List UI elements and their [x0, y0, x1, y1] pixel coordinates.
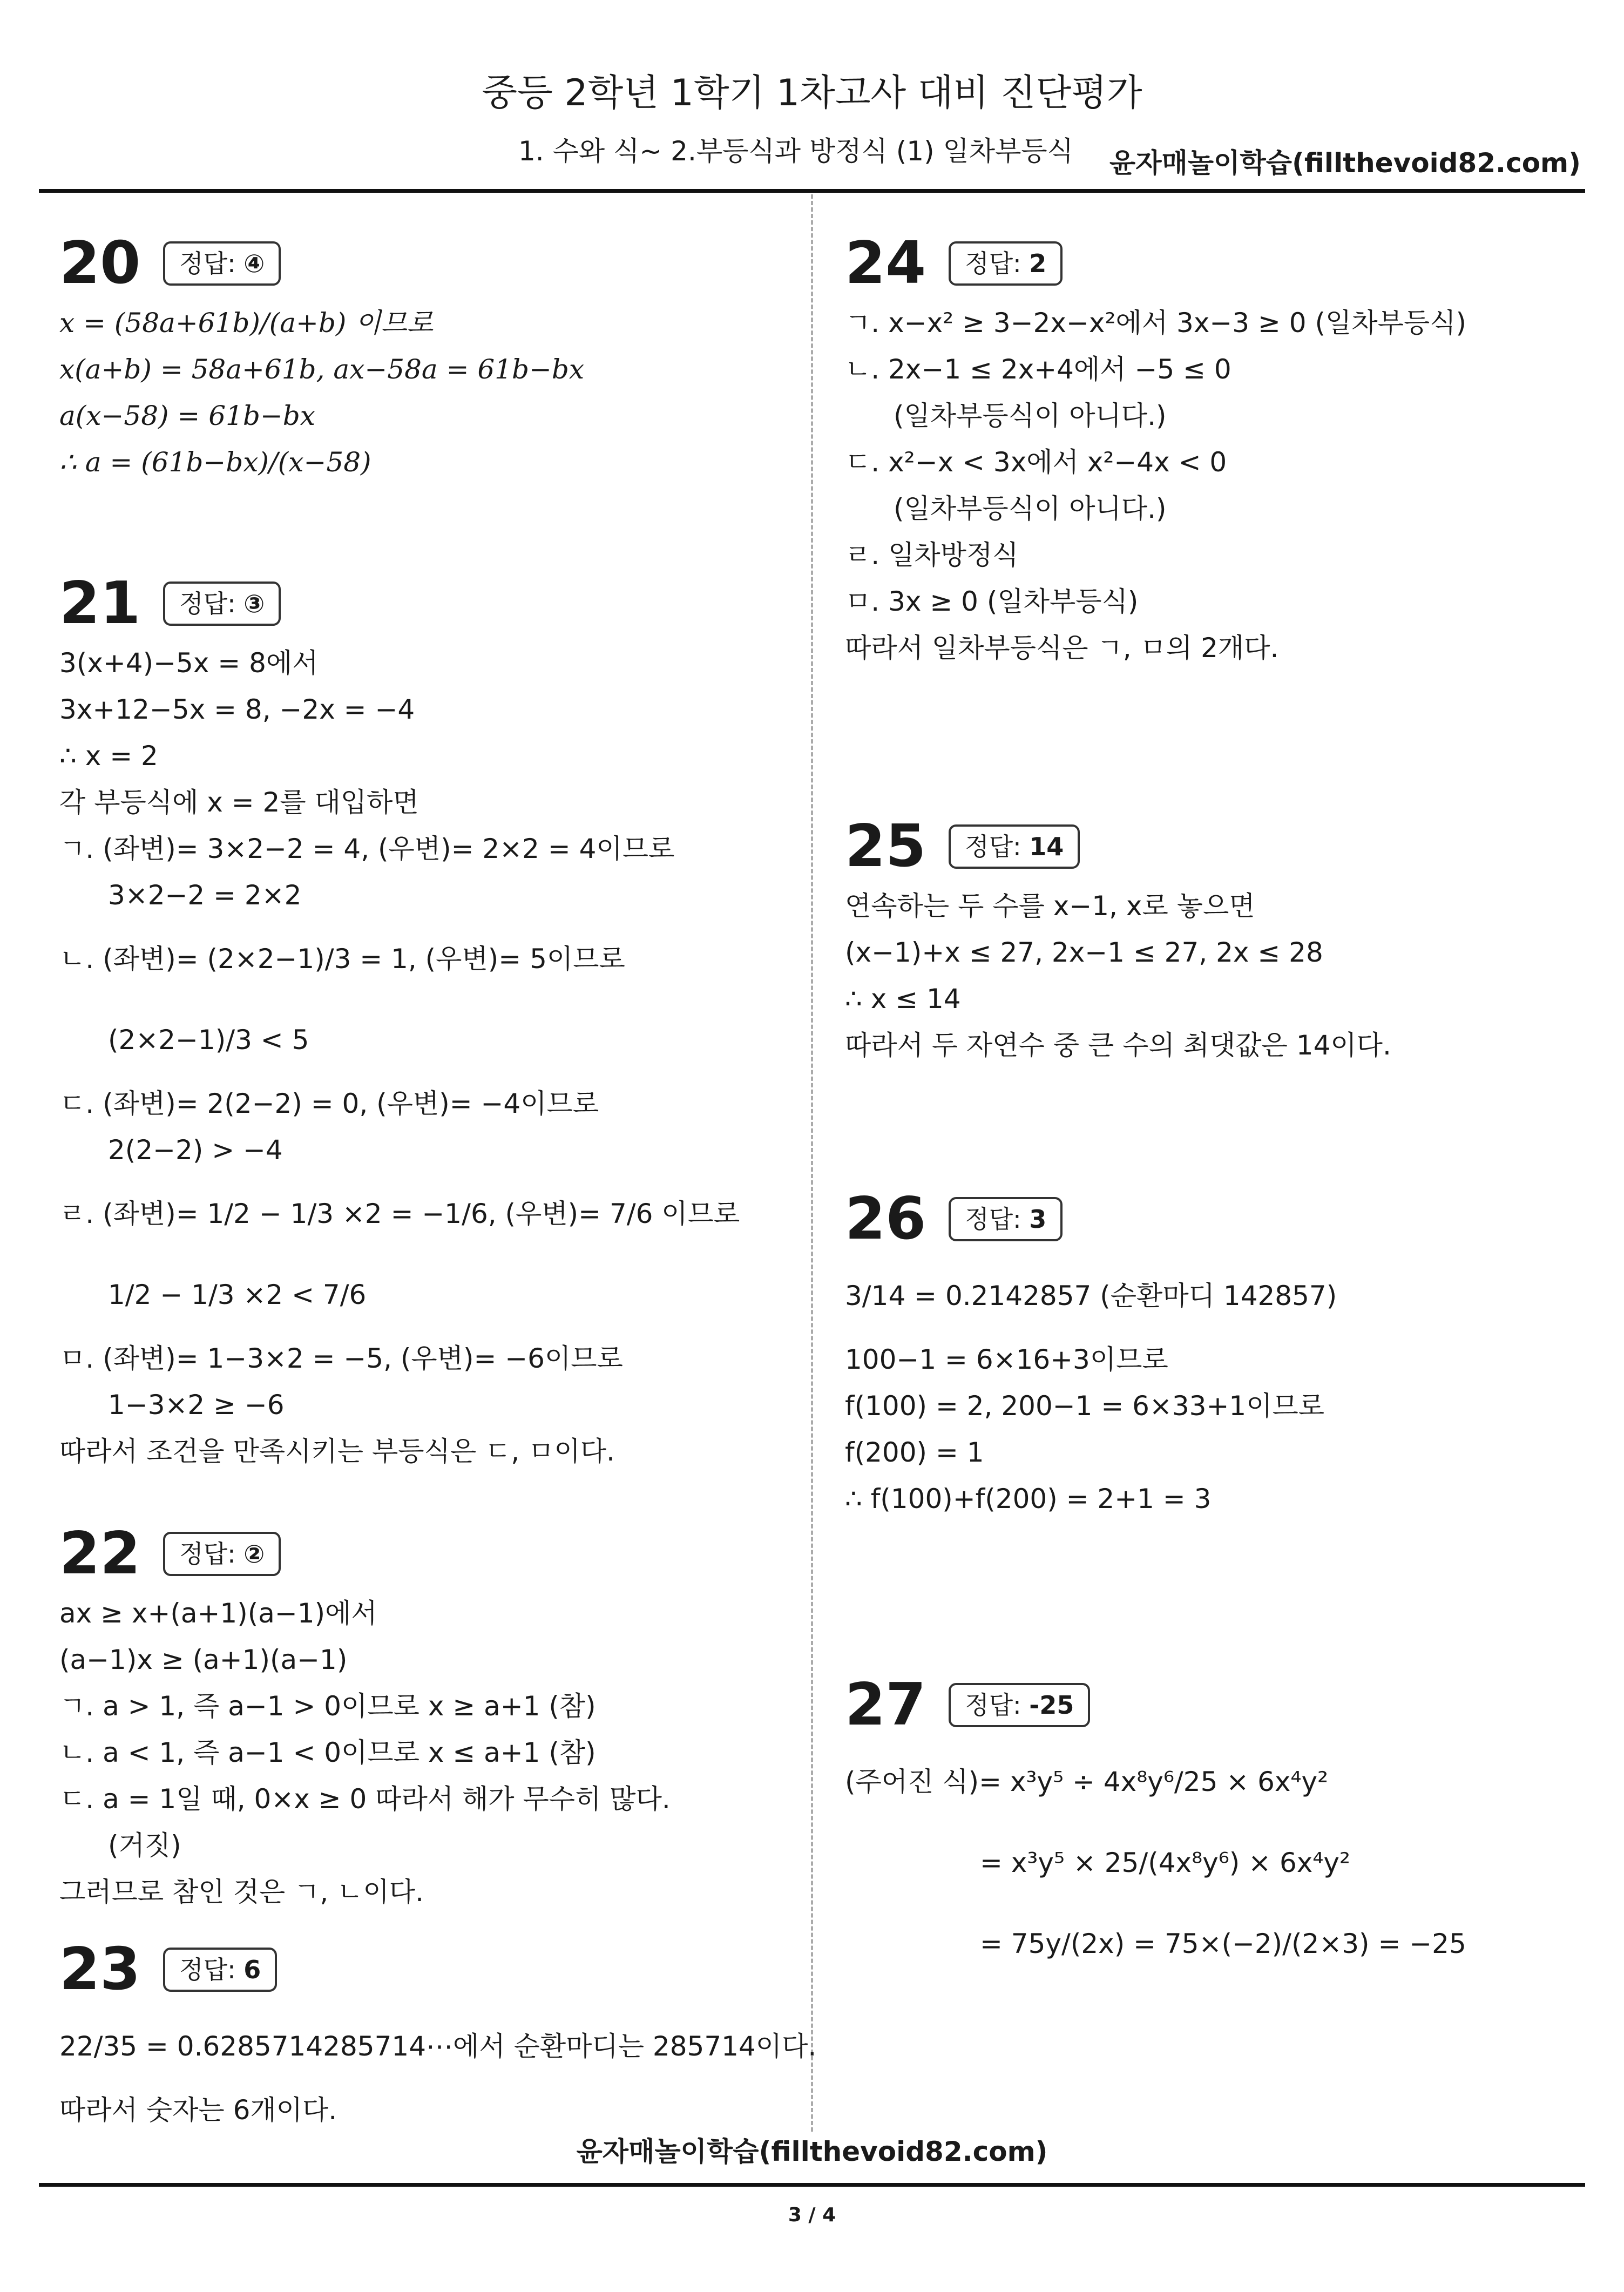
solution-line: ㄴ. a < 1, 즉 a−1 < 0이므로 x ≤ a+1 (참) [59, 1737, 596, 1768]
solution-line: a(x−58) = 61b−bx [59, 400, 315, 431]
answer-badge: 정답: 14 [949, 824, 1080, 869]
solution-line: 따라서 일차부등식은 ㄱ, ㅁ의 2개다. [845, 632, 1279, 664]
solution-line: ∴ f(100)+f(200) = 2+1 = 3 [845, 1483, 1212, 1515]
solution-line: 그러므로 참인 것은 ㄱ, ㄴ이다. [59, 1876, 424, 1908]
solution-line: ㅁ. 3x ≥ 0 (일차부등식) [845, 586, 1139, 617]
answer-badge: 정답: ② [163, 1532, 281, 1576]
problem-number: 20 [59, 229, 141, 297]
header-divider [39, 189, 1585, 193]
solution-line: 연속하는 두 수를 x−1, x로 놓으면 [845, 890, 1255, 922]
solution-line: 3/14 = 0.2142857 (순환마디 142857) [845, 1280, 1337, 1311]
answer-badge: 정답: 6 [163, 1948, 277, 1992]
problem-21 [59, 567, 815, 1475]
solution-line: ㄹ. (좌변)= 1/2 − 1/3 ×2 = −1/6, (우변)= 7/6 이므로 [59, 1198, 740, 1229]
problem-20 [59, 227, 815, 485]
solution-line: 따라서 조건을 만족시키는 부등식은 ㄷ, ㅁ이다. [59, 1436, 615, 1467]
problem-26 [845, 1182, 1601, 1522]
solution-line: 2(2−2) > −4 [108, 1134, 283, 1166]
solution-line: ㄱ. a > 1, 즉 a−1 > 0이므로 x ≥ a+1 (참) [59, 1691, 596, 1722]
solution-line: ∴ a = (61b−bx)/(x−58) [59, 447, 371, 478]
problem-number: 27 [845, 1671, 926, 1739]
solution-line: (a−1)x ≥ (a+1)(a−1) [59, 1644, 348, 1675]
solution-line: (주어진 식)= x³y⁵ ÷ 4x⁸y⁶/25 × 6x⁴y² [845, 1766, 1329, 1797]
solution-line: (x−1)+x ≤ 27, 2x−1 ≤ 27, 2x ≤ 28 [845, 937, 1323, 968]
solution-line: ㄹ. 일차방정식 [845, 539, 1019, 571]
solution-line: ㄴ. 2x−1 ≤ 2x+4에서 −5 ≤ 0 [845, 354, 1231, 385]
solution-line: 따라서 두 자연수 중 큰 수의 최댓값은 14이다. [845, 1030, 1391, 1061]
solution-line: 각 부등식에 x = 2를 대입하면 [59, 787, 419, 818]
footer-site-name: 윤자매놀이학습(fillthevoid82.com) [576, 2136, 1048, 2167]
solution-line: (거짓) [108, 1830, 181, 1861]
page-number: 3 / 4 [788, 2204, 836, 2226]
problem-number: 23 [59, 1935, 141, 2003]
problem-24 [845, 227, 1601, 671]
solution-line: f(100) = 2, 200−1 = 6×33+1이므로 [845, 1390, 1325, 1422]
solution-line: ㄴ. (좌변)= (2×2−1)/3 = 1, (우변)= 5이므로 [59, 943, 625, 975]
solution-line: 3x+12−5x = 8, −2x = −4 [59, 694, 415, 725]
solution-line: ∴ x ≤ 14 [845, 983, 961, 1015]
solution-line: (일차부등식이 아니다.) [894, 400, 1167, 431]
answer-badge: 정답: ③ [163, 582, 281, 626]
footer-divider [39, 2183, 1585, 2187]
solution-line: ㄷ. (좌변)= 2(2−2) = 0, (우변)= −4이므로 [59, 1088, 599, 1119]
solution-line: 따라서 숫자는 6개이다. [59, 2094, 337, 2126]
solution-line: 100−1 = 6×16+3이므로 [845, 1344, 1168, 1375]
solution-line: 3×2−2 = 2×2 [108, 880, 302, 911]
solution-line: ㄱ. (좌변)= 3×2−2 = 4, (우변)= 2×2 = 4이므로 [59, 833, 675, 864]
solution-line: 1−3×2 ≥ −6 [108, 1389, 285, 1421]
problem-25 [845, 810, 1601, 1069]
solution-line: ax ≥ x+(a+1)(a−1)에서 [59, 1598, 377, 1629]
answer-badge: 정답: 2 [949, 241, 1063, 286]
solution-line: x(a+b) = 58a+61b, ax−58a = 61b−bx [59, 354, 585, 385]
problem-27 [845, 1668, 1601, 1984]
problem-number: 24 [845, 229, 926, 297]
page-title: 중등 2학년 1학기 1차고사 대비 진단평가 [482, 72, 1142, 114]
problem-number: 21 [59, 569, 141, 637]
solution-line: (2×2−1)/3 < 5 [108, 1024, 309, 1056]
problem-23 [59, 1933, 815, 2133]
solution-line: (일차부등식이 아니다.) [894, 493, 1167, 524]
problem-number: 25 [845, 812, 926, 880]
header-site-name: 윤자매놀이학습(fillthevoid82.com) [1109, 147, 1581, 179]
solution-line: f(200) = 1 [845, 1437, 984, 1468]
answer-badge: 정답: ④ [163, 241, 281, 286]
solution-line: ㄱ. x−x² ≥ 3−2x−x²에서 3x−3 ≥ 0 (일차부등식) [845, 307, 1467, 339]
solution-line: 22/35 = 0.6285714285714⋯에서 순환마디는 285714이다. [59, 2031, 817, 2062]
solution-line: ㄷ. a = 1일 때, 0×x ≥ 0 따라서 해가 무수히 많다. [59, 1783, 671, 1815]
solution-line: 1/2 − 1/3 ×2 < 7/6 [108, 1279, 367, 1310]
solution-line: = 75y/(2x) = 75×(−2)/(2×3) = −25 [980, 1928, 1466, 1959]
solution-line: ㄷ. x²−x < 3x에서 x²−4x < 0 [845, 447, 1227, 478]
solution-line: ∴ x = 2 [59, 740, 158, 772]
solution-line: x = (58a+61b)/(a+b) 이므로 [59, 307, 434, 339]
solution-line: ㅁ. (좌변)= 1−3×2 = −5, (우변)= −6이므로 [59, 1343, 623, 1374]
problem-number: 22 [59, 1519, 141, 1587]
solution-line: 3(x+4)−5x = 8에서 [59, 647, 319, 679]
page-subtitle: 1. 수와 식~ 2.부등식과 방정식 (1) 일차부등식 [518, 136, 1073, 167]
answer-badge: 정답: 3 [949, 1197, 1063, 1241]
answer-badge: 정답: -25 [949, 1683, 1090, 1727]
problem-22 [59, 1517, 815, 1915]
problem-number: 26 [845, 1185, 926, 1253]
solution-line: = x³y⁵ × 25/(4x⁸y⁶) × 6x⁴y² [980, 1847, 1351, 1878]
